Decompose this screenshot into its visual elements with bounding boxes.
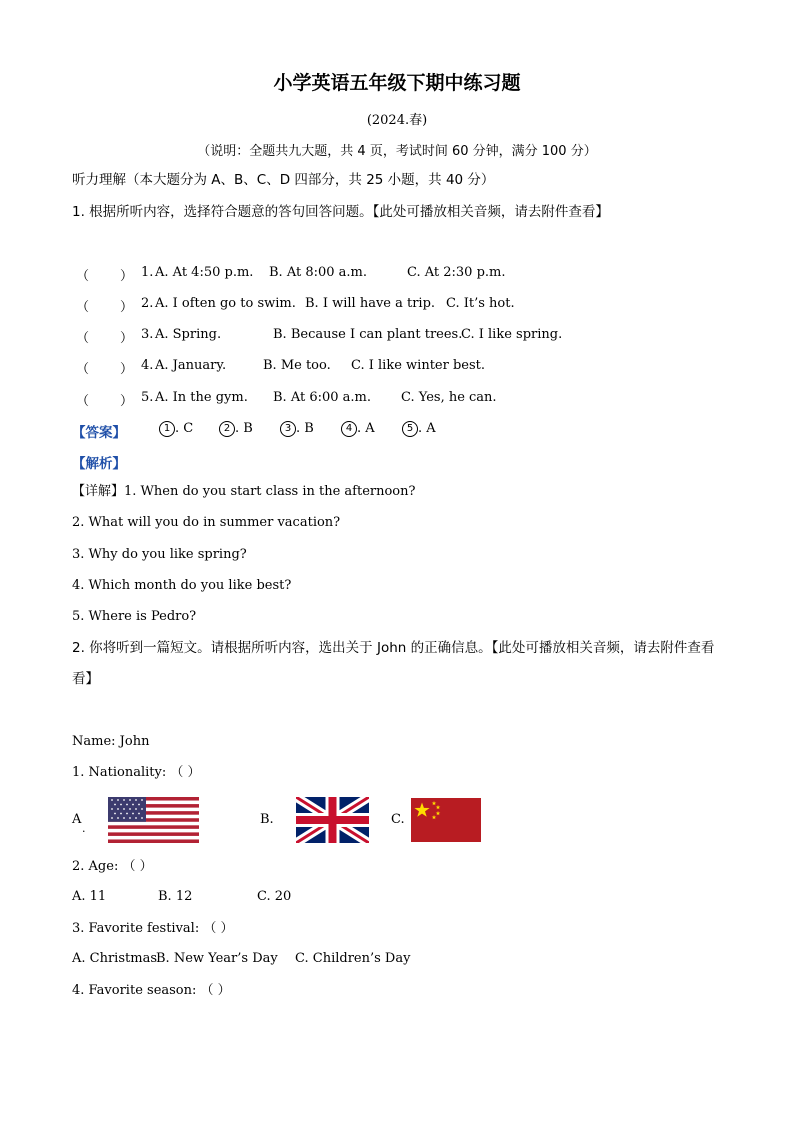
answer-item [280,421,314,437]
answer-number-circle: 4 [341,421,357,437]
page-title: 小学英语五年级下期中练习题 [273,72,521,94]
answer-text: . A [357,421,375,436]
option-b: B. At 8:00 a.m. [269,265,368,280]
answer-text: . B [296,421,314,436]
option-c: C. It’s hot. [446,296,515,311]
uk-flag-icon [296,797,369,843]
age-option-c: C. 20 [257,889,292,904]
item-number: 4. [141,358,154,373]
blank-left: （ [76,394,90,409]
option-b: B. Me too. [263,358,331,373]
instructions: （说明：全题共九大题，共 4 页，考试时间 60 分钟，满分 100 分） [197,144,597,159]
option-c: C. I like spring. [461,327,563,342]
option-a: A. In the gym. [155,390,248,405]
blank-left: （ [76,362,90,377]
age-option-b: B. 12 [158,889,193,904]
answer-item [159,421,193,437]
age-question: 2. Age: （ ） [72,859,153,874]
blank-right: ） [120,362,134,377]
blank-right: ） [120,300,134,315]
china-flag-icon [411,798,481,842]
option-b: B. Because I can plant trees. [273,327,463,342]
season-question: 4. Favorite season: （ ） [72,983,231,998]
usa-flag-icon [108,797,199,843]
flag-option-b-label: B. [260,812,274,827]
name-line: Name: John [72,734,150,749]
option-a: A. January. [155,358,227,373]
answer-text: . A [418,421,436,436]
answer-item [341,421,375,437]
answer-item [402,421,436,437]
festival-question: 3. Favorite festival: （ ） [72,921,234,936]
option-a: A. Spring. [155,327,222,342]
question-2-prompt-continued: 看】 [72,671,99,687]
option-a: A. I often go to swim. [155,296,296,311]
detail-line: 3. Why do you like spring? [72,547,247,562]
option-c: C. I like winter best. [351,358,485,373]
option-b: B. At 6:00 a.m. [273,390,372,405]
festival-option-c: C. Children’s Day [295,951,411,966]
flag-option-a-dot: . [82,822,86,835]
answer-item [219,421,253,437]
analysis-label: 【解析】 [72,456,126,472]
option-a: A. At 4:50 p.m. [155,265,254,280]
option-c: C. Yes, he can. [401,390,497,405]
answer-text: . B [235,421,253,436]
item-number: 3. [141,327,154,342]
flag-option-a-label: A [72,812,82,827]
festival-option-a: A. Christmas [72,951,157,966]
section-heading: 听力理解（本大题分为 A、B、C、D 四部分，共 25 小题，共 40 分） [72,172,495,188]
festival-option-b: B. New Year’s Day [156,951,278,966]
detail-text: 1. When do you start class in the afternoon? [124,484,416,499]
answer-text: . C [175,421,194,436]
age-option-a: A. 11 [72,889,107,904]
blank-right: ） [120,331,134,346]
flag-option-c-label: C. [391,812,405,827]
answer-number-circle: 2 [219,421,235,437]
question-2-prompt: 2. 你将听到一篇短文。请根据所听内容，选出关于 John 的正确信息。【此处可播放相关音频，请去附件查看 [72,640,715,656]
answer-number-circle: 1 [159,421,175,437]
blank-left: （ [76,269,90,284]
question-1-prompt: 1. 根据所听内容，选择符合题意的答句回答问题。【此处可播放相关音频，请去附件查看】 [72,204,609,220]
nationality-question: 1. Nationality: （ ） [72,765,201,780]
blank-right: ） [120,269,134,284]
option-c: C. At 2:30 p.m. [407,265,506,280]
detail-line: 4. Which month do you like best? [72,578,292,593]
answer-number-circle: 5 [402,421,418,437]
detail-line: 2. What will you do in summer vacation? [72,515,341,530]
answer-label: 【答案】 [72,425,126,441]
blank-left: （ [76,300,90,315]
option-b: B. I will have a trip. [305,296,436,311]
detail-label: 【详解】 [72,484,125,499]
detail-line: 5. Where is Pedro? [72,609,197,624]
blank-right: ） [120,394,134,409]
item-number: 1. [141,265,154,280]
item-number: 2. [141,296,154,311]
item-number: 5. [141,390,154,405]
blank-left: （ [76,331,90,346]
detail-line [72,483,415,501]
subtitle: (2024.春) [366,113,428,128]
answer-number-circle: 3 [280,421,296,437]
